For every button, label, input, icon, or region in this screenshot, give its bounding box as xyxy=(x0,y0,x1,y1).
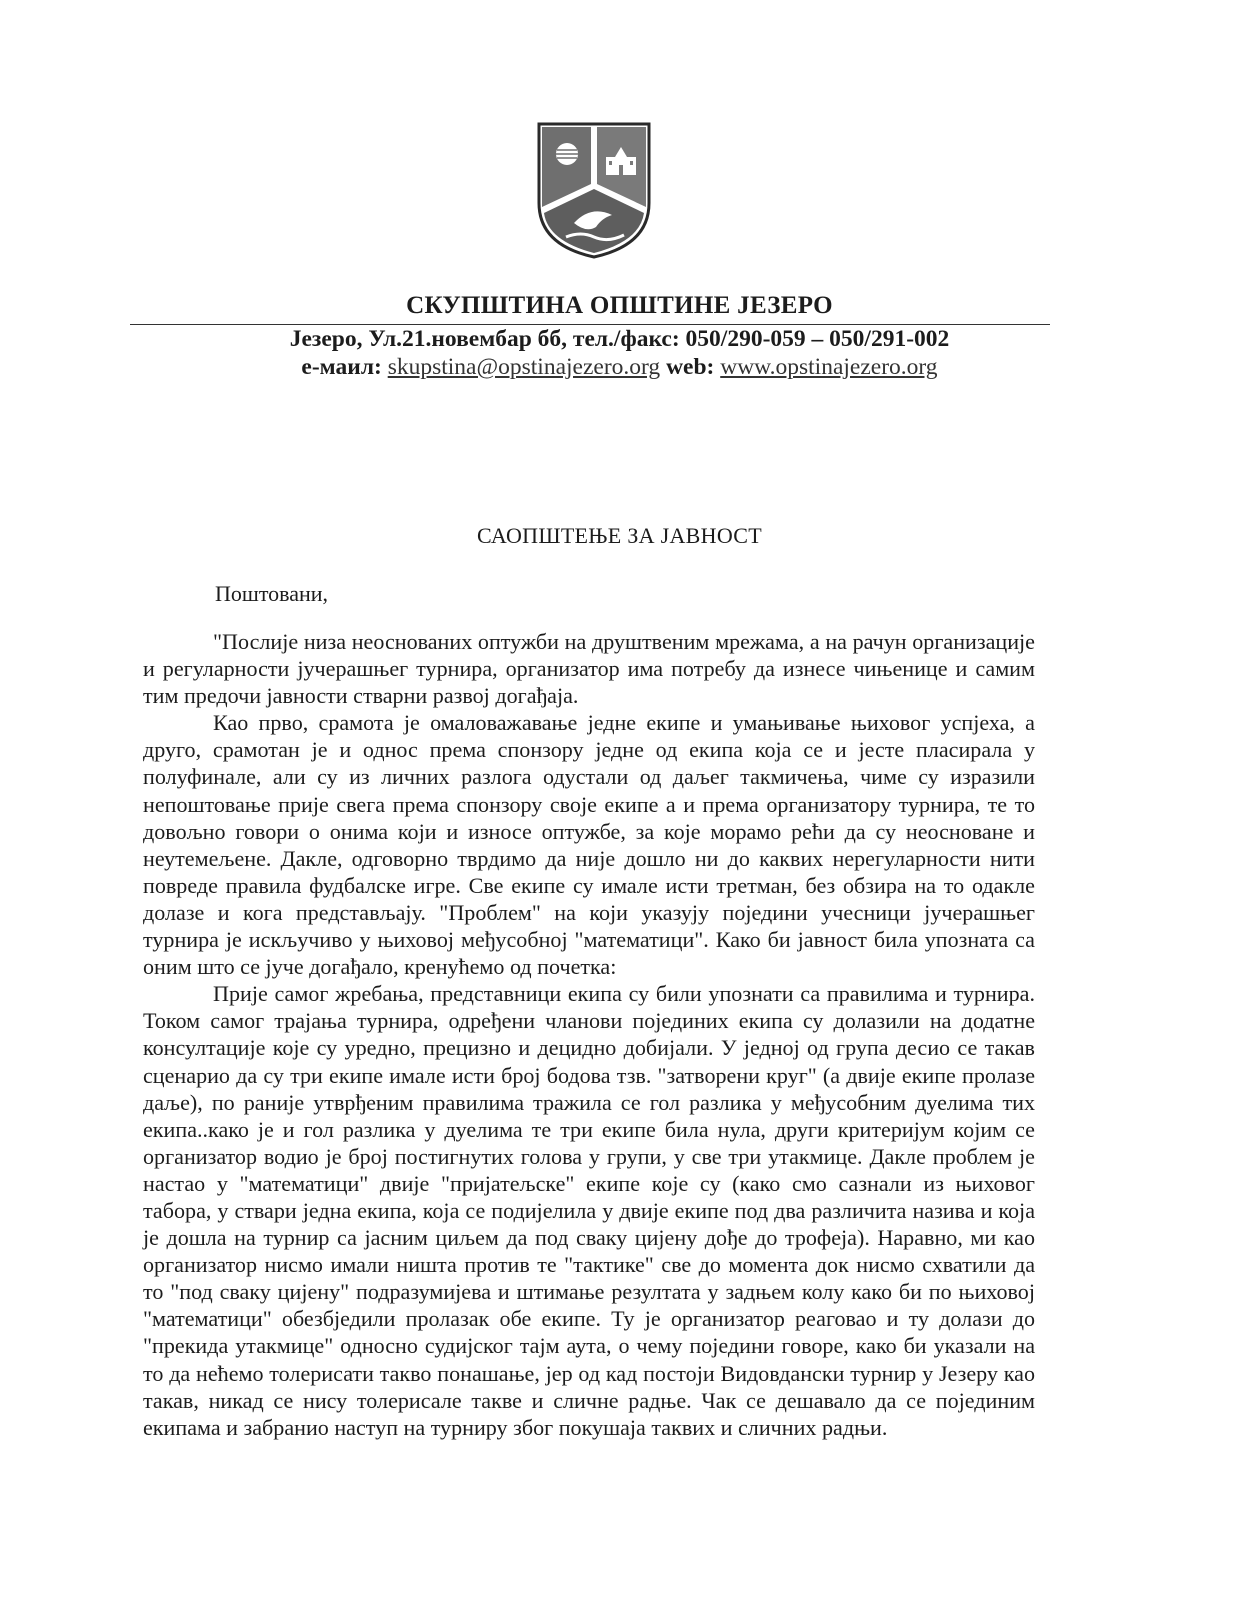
document-body xyxy=(143,628,1035,1441)
paragraph-1: "Послије низа неоснованих оптужби на друштвеним мрежама, а на рачун организације и регуларности јучерашњег турнира, организатор има потребу да изнесе чињенице и самим тим предочи јавности стварни развој догађаја. xyxy=(143,629,1035,709)
paragraph-3: Прије самог жребања, представници екипа су били упознати са правилима и турнира. Током самог трајања турнира, одређени чланови појединих екипа су долазили на додатне консултације које су уредно, прецизно и децидно добијали. У једној од група десио се такав сценарио да су три екипе имале исти број бодова тзв. "затворени круг" (а двије екипе пролазе даље), по раније утврђеним правилима тражила се гол разлика у међусобним дуелима тих екипа..како је и гол разлика у дуелима те три екипе била нула, други критеријум којим се организатор водио је број постигнутих голова у групи, у све три утакмице. Дакле проблем је настао у "математици" двије "пријатељске" екипе које су (како смо сазнали из њиховог табора, у ствари једна екипа, која се подијелила у двије екипе под два различита назива и која је дошла на турнир са јасним циљем да под сваку цијену дође до трофеја). Наравно, ми као организатор нисмо имали ништа против те "тактике" све до момента док нисмо схватили да то "под сваку цијену" подразумијева и штимање резултата у задњем колу како би по њиховој "математици" обезбједили пролазак обе екипе. Ту је организатор реаговао и ту долази до "прекида утакмице" односно судијског тајм аута, о чему поједини говоре, како би указали на то да нећемо толерисати такво понашање, јер од кад постоји Видовдански турнир у Језеру као такав, никад се нису толерисале такве и сличне радње. Чак се дешавало да се појединим екипама и забранио наступ на турниру због покушаја таквих и сличних радњи. xyxy=(143,981,1035,1440)
greeting: Поштовани, xyxy=(215,581,329,606)
contact-line xyxy=(0,354,1239,381)
web-label: web: xyxy=(666,354,715,380)
letterhead-divider xyxy=(130,324,1050,325)
organization-name: СКУПШТИНА ОПШТИНЕ ЈЕЗЕРО xyxy=(406,292,833,319)
organization-address: Језеро, Ул.21.новембар бб, тел./факс: 050/290-059 – 050/291-002 xyxy=(289,326,950,352)
email-link[interactable]: skupstina@opstinajezero.org xyxy=(387,354,661,380)
email-label: е-маил: xyxy=(301,354,382,380)
paragraph-2: Као прво, срамота је омаловажавање једне екипе и умањивање њиховог успјеха, а друго, срамотан је и однос према спонзору једне од екипа која се и јесте пласирала у полуфинале, али су из личних разлога одустали од даљег такмичења, чиме су изразили непоштовање прије свега према спонзору своје екипе а и према организатору турнира, те то довољно говори о онима који и износе оптужбе, за које морамо рећи да су неосноване и неутемељене. Дакле, одговорно тврдимо да није дошло ни до каквих нерегуларности нити повреде правила фудбалске игре. Све екипе су имале исти третман, без обзира на то одакле долазе и кога представљају. "Проблем" на који указују поједини учесници јучерашњег турнира је искључиво у њиховој међусобној "математици". Како би јавност била упозната са оним што се јуче догађало, кренућемо од почетка: xyxy=(143,710,1035,980)
document-title: САОПШТЕЊЕ ЗА ЈАВНОСТ xyxy=(476,523,763,548)
municipality-crest-icon xyxy=(536,121,652,259)
website-link[interactable]: www.opstinajezero.org xyxy=(720,354,938,380)
